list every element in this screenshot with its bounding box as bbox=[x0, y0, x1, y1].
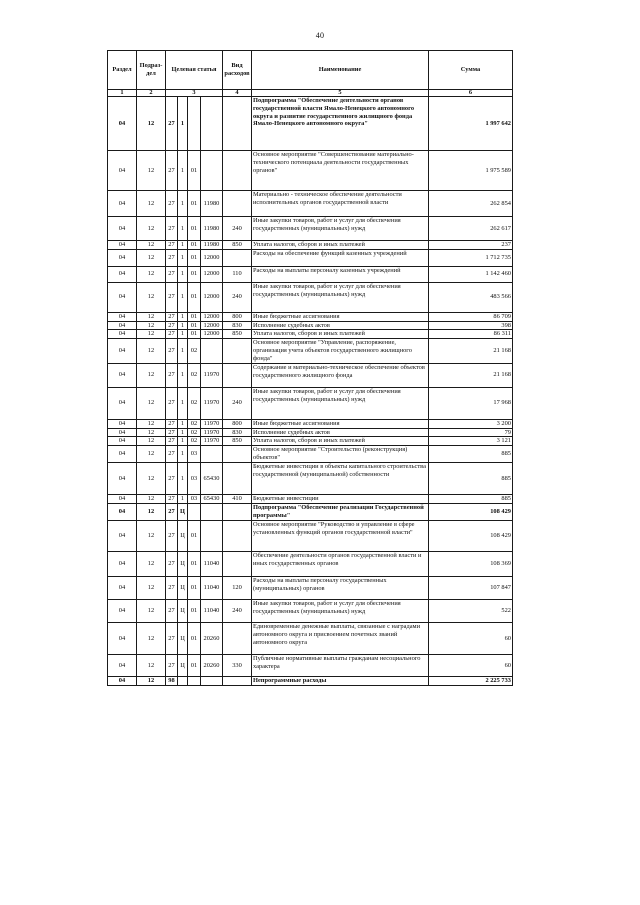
program-code-cell: 27 bbox=[166, 622, 178, 654]
razdel-cell: 04 bbox=[108, 676, 137, 685]
podrazdel-cell: 12 bbox=[137, 321, 166, 330]
podrazdel-cell: 12 bbox=[137, 151, 166, 191]
program-code-cell: 27 bbox=[166, 419, 178, 428]
podrazdel-cell: 12 bbox=[137, 282, 166, 312]
table-row bbox=[108, 312, 513, 321]
direction-code-cell: 11980 bbox=[201, 191, 223, 217]
direction-code-cell: 11970 bbox=[201, 437, 223, 446]
razdel-cell: 04 bbox=[108, 446, 137, 463]
direction-code-cell: 11970 bbox=[201, 387, 223, 419]
sum-cell: 885 bbox=[429, 463, 513, 495]
program-code-cell: 27 bbox=[166, 97, 178, 151]
table-row bbox=[108, 217, 513, 241]
sum-cell: 17 968 bbox=[429, 387, 513, 419]
subprogram-code-cell: Ц bbox=[178, 599, 188, 622]
sum-cell: 237 bbox=[429, 241, 513, 250]
activity-code-cell: 01 bbox=[188, 599, 201, 622]
sum-cell: 108 429 bbox=[429, 503, 513, 520]
table-row bbox=[108, 419, 513, 428]
podrazdel-cell: 12 bbox=[137, 520, 166, 551]
program-code-cell: 27 bbox=[166, 437, 178, 446]
razdel-cell: 04 bbox=[108, 249, 137, 266]
subprogram-code-cell: 1 bbox=[178, 428, 188, 437]
expense-type-cell: 850 bbox=[223, 241, 252, 250]
sum-cell: 108 429 bbox=[429, 520, 513, 551]
razdel-cell: 04 bbox=[108, 191, 137, 217]
expense-type-cell bbox=[223, 520, 252, 551]
name-cell: Расходы на выплаты персоналу государственных (муниципальных) органов bbox=[252, 576, 429, 599]
table-row bbox=[108, 363, 513, 387]
program-code-cell: 27 bbox=[166, 495, 178, 504]
activity-code-cell: 01 bbox=[188, 282, 201, 312]
name-cell: Основное мероприятие "Строительство (реконструкция) объектов" bbox=[252, 446, 429, 463]
direction-code-cell: 65430 bbox=[201, 463, 223, 495]
name-cell: Иные бюджетные ассигнования bbox=[252, 312, 429, 321]
program-code-cell: 27 bbox=[166, 387, 178, 419]
sum-cell: 1 142 460 bbox=[429, 266, 513, 282]
activity-code-cell: 02 bbox=[188, 387, 201, 419]
direction-code-cell bbox=[201, 503, 223, 520]
header-celevaya-statya: Целевая статья bbox=[166, 51, 223, 90]
activity-code-cell: 02 bbox=[188, 363, 201, 387]
direction-code-cell bbox=[201, 446, 223, 463]
razdel-cell: 04 bbox=[108, 151, 137, 191]
activity-code-cell: 01 bbox=[188, 241, 201, 250]
subprogram-code-cell: 1 bbox=[178, 241, 188, 250]
program-code-cell: 27 bbox=[166, 654, 178, 676]
razdel-cell: 04 bbox=[108, 463, 137, 495]
sum-cell: 21 168 bbox=[429, 363, 513, 387]
subprogram-code-cell: 1 bbox=[178, 266, 188, 282]
sum-cell: 885 bbox=[429, 495, 513, 504]
table-row bbox=[108, 463, 513, 495]
name-cell: Содержание и материально-техническое обеспечение объектов государственного жилищного фонда bbox=[252, 363, 429, 387]
subprogram-code-cell: 1 bbox=[178, 282, 188, 312]
program-code-cell: 27 bbox=[166, 249, 178, 266]
podrazdel-cell: 12 bbox=[137, 676, 166, 685]
table-row bbox=[108, 576, 513, 599]
expense-type-cell: 410 bbox=[223, 495, 252, 504]
subprogram-code-cell: Ц bbox=[178, 551, 188, 576]
subprogram-code-cell bbox=[178, 676, 188, 685]
subprogram-code-cell: 1 bbox=[178, 191, 188, 217]
razdel-cell: 04 bbox=[108, 495, 137, 504]
podrazdel-cell: 12 bbox=[137, 339, 166, 363]
razdel-cell: 04 bbox=[108, 330, 137, 339]
table-row bbox=[108, 241, 513, 250]
activity-code-cell: 03 bbox=[188, 446, 201, 463]
activity-code-cell: 02 bbox=[188, 419, 201, 428]
column-number: 4 bbox=[223, 90, 252, 97]
activity-code-cell: 01 bbox=[188, 622, 201, 654]
podrazdel-cell: 12 bbox=[137, 437, 166, 446]
table-row bbox=[108, 654, 513, 676]
activity-code-cell: 02 bbox=[188, 437, 201, 446]
razdel-cell: 04 bbox=[108, 266, 137, 282]
expense-type-cell bbox=[223, 551, 252, 576]
direction-code-cell: 11970 bbox=[201, 428, 223, 437]
direction-code-cell: 11040 bbox=[201, 576, 223, 599]
activity-code-cell: 03 bbox=[188, 463, 201, 495]
name-cell: Расходы на выплаты персоналу казенных учреждений bbox=[252, 266, 429, 282]
podrazdel-cell: 12 bbox=[137, 191, 166, 217]
header-podrazdel: Подраз-дел bbox=[137, 51, 166, 90]
expense-type-cell: 850 bbox=[223, 437, 252, 446]
column-number: 6 bbox=[429, 90, 513, 97]
direction-code-cell bbox=[201, 151, 223, 191]
direction-code-cell bbox=[201, 97, 223, 151]
program-code-cell: 27 bbox=[166, 463, 178, 495]
subprogram-code-cell: 1 bbox=[178, 321, 188, 330]
direction-code-cell bbox=[201, 520, 223, 551]
razdel-cell: 04 bbox=[108, 622, 137, 654]
podrazdel-cell: 12 bbox=[137, 387, 166, 419]
sum-cell: 1 712 735 bbox=[429, 249, 513, 266]
header-vid-rashodov: Вид расходов bbox=[223, 51, 252, 90]
direction-code-cell: 11970 bbox=[201, 419, 223, 428]
table-row bbox=[108, 446, 513, 463]
sum-cell: 86 311 bbox=[429, 330, 513, 339]
header-summa: Сумма bbox=[429, 51, 513, 90]
razdel-cell: 04 bbox=[108, 428, 137, 437]
direction-code-cell: 12000 bbox=[201, 249, 223, 266]
expense-type-cell bbox=[223, 363, 252, 387]
activity-code-cell: 02 bbox=[188, 428, 201, 437]
razdel-cell: 04 bbox=[108, 503, 137, 520]
table-row bbox=[108, 97, 513, 151]
name-cell: Уплата налогов, сборов и иных платежей bbox=[252, 330, 429, 339]
table-row bbox=[108, 191, 513, 217]
sum-cell: 1 997 642 bbox=[429, 97, 513, 151]
name-cell: Подпрограмма "Обеспечение деятельности органов государственной власти Ямало-Ненецкого автономного округа и развитие государственного жилищного фонда Ямало-Ненецкого автономного округа" bbox=[252, 97, 429, 151]
name-cell: Иные закупки товаров, работ и услуг для обеспечения государственных (муниципальных) нужд bbox=[252, 599, 429, 622]
podrazdel-cell: 12 bbox=[137, 241, 166, 250]
expense-type-cell: 850 bbox=[223, 330, 252, 339]
budget-table bbox=[107, 50, 513, 686]
podrazdel-cell: 12 bbox=[137, 266, 166, 282]
podrazdel-cell: 12 bbox=[137, 419, 166, 428]
direction-code-cell: 11980 bbox=[201, 241, 223, 250]
subprogram-code-cell: 1 bbox=[178, 151, 188, 191]
direction-code-cell: 11980 bbox=[201, 217, 223, 241]
column-number: 3 bbox=[166, 90, 223, 97]
table-row bbox=[108, 428, 513, 437]
column-number: 2 bbox=[137, 90, 166, 97]
direction-code-cell: 65430 bbox=[201, 495, 223, 504]
podrazdel-cell: 12 bbox=[137, 97, 166, 151]
expense-type-cell: 330 bbox=[223, 654, 252, 676]
direction-code-cell: 12000 bbox=[201, 312, 223, 321]
direction-code-cell: 11040 bbox=[201, 599, 223, 622]
activity-code-cell: 01 bbox=[188, 312, 201, 321]
expense-type-cell: 830 bbox=[223, 428, 252, 437]
activity-code-cell: 01 bbox=[188, 330, 201, 339]
name-cell: Иные бюджетные ассигнования bbox=[252, 419, 429, 428]
name-cell: Иные закупки товаров, работ и услуг для обеспечения государственных (муниципальных) нужд bbox=[252, 282, 429, 312]
name-cell: Бюджетные инвестиции в объекты капитального строительства государственной (муниципальной) собственности bbox=[252, 463, 429, 495]
subprogram-code-cell: 1 bbox=[178, 97, 188, 151]
activity-code-cell: 01 bbox=[188, 654, 201, 676]
razdel-cell: 04 bbox=[108, 363, 137, 387]
activity-code-cell bbox=[188, 676, 201, 685]
subprogram-code-cell: 1 bbox=[178, 363, 188, 387]
podrazdel-cell: 12 bbox=[137, 330, 166, 339]
subprogram-code-cell: 1 bbox=[178, 463, 188, 495]
name-cell: Подпрограмма "Обеспечение реализации Государственной программы" bbox=[252, 503, 429, 520]
expense-type-cell: 240 bbox=[223, 387, 252, 419]
header-naimenovanie: Наименование bbox=[252, 51, 429, 90]
razdel-cell: 04 bbox=[108, 520, 137, 551]
activity-code-cell: 01 bbox=[188, 321, 201, 330]
name-cell: Уплата налогов, сборов и иных платежей bbox=[252, 437, 429, 446]
razdel-cell: 04 bbox=[108, 339, 137, 363]
activity-code-cell: 01 bbox=[188, 249, 201, 266]
podrazdel-cell: 12 bbox=[137, 599, 166, 622]
sum-cell: 60 bbox=[429, 654, 513, 676]
table-row bbox=[108, 330, 513, 339]
table-row bbox=[108, 622, 513, 654]
header-razdel: Раздел bbox=[108, 51, 137, 90]
program-code-cell: 27 bbox=[166, 428, 178, 437]
direction-code-cell bbox=[201, 676, 223, 685]
column-number: 1 bbox=[108, 90, 137, 97]
program-code-cell: 27 bbox=[166, 339, 178, 363]
direction-code-cell: 12000 bbox=[201, 282, 223, 312]
direction-code-cell: 20260 bbox=[201, 654, 223, 676]
activity-code-cell: 02 bbox=[188, 339, 201, 363]
program-code-cell: 27 bbox=[166, 446, 178, 463]
sum-cell: 3 121 bbox=[429, 437, 513, 446]
razdel-cell: 04 bbox=[108, 599, 137, 622]
expense-type-cell: 240 bbox=[223, 217, 252, 241]
subprogram-code-cell: Ц bbox=[178, 622, 188, 654]
subprogram-code-cell: Ц bbox=[178, 520, 188, 551]
table-row bbox=[108, 266, 513, 282]
sum-cell: 60 bbox=[429, 622, 513, 654]
sum-cell: 483 566 bbox=[429, 282, 513, 312]
sum-cell: 21 168 bbox=[429, 339, 513, 363]
activity-code-cell: 01 bbox=[188, 217, 201, 241]
program-code-cell: 27 bbox=[166, 266, 178, 282]
direction-code-cell: 11970 bbox=[201, 363, 223, 387]
sum-cell: 2 225 733 bbox=[429, 676, 513, 685]
program-code-cell: 27 bbox=[166, 151, 178, 191]
razdel-cell: 04 bbox=[108, 654, 137, 676]
name-cell: Единовременные денежные выплаты, связанные с наградами автономного округа и присвоением почетных званий автономного округа bbox=[252, 622, 429, 654]
program-code-cell: 27 bbox=[166, 503, 178, 520]
sum-cell: 3 200 bbox=[429, 419, 513, 428]
program-code-cell: 27 bbox=[166, 551, 178, 576]
podrazdel-cell: 12 bbox=[137, 495, 166, 504]
sum-cell: 107 847 bbox=[429, 576, 513, 599]
table-row bbox=[108, 321, 513, 330]
razdel-cell: 04 bbox=[108, 387, 137, 419]
podrazdel-cell: 12 bbox=[137, 249, 166, 266]
name-cell: Расходы на обеспечение функций казенных учреждений bbox=[252, 249, 429, 266]
sum-cell: 108 369 bbox=[429, 551, 513, 576]
column-number: 5 bbox=[252, 90, 429, 97]
table-row bbox=[108, 387, 513, 419]
direction-code-cell: 11040 bbox=[201, 551, 223, 576]
expense-type-cell: 800 bbox=[223, 419, 252, 428]
table-row bbox=[108, 599, 513, 622]
podrazdel-cell: 12 bbox=[137, 217, 166, 241]
table-row bbox=[108, 676, 513, 685]
expense-type-cell: 240 bbox=[223, 282, 252, 312]
subprogram-code-cell: 1 bbox=[178, 446, 188, 463]
name-cell: Основное мероприятие "Руководство и управление в сфере установленных функций органов государственной власти" bbox=[252, 520, 429, 551]
activity-code-cell: 01 bbox=[188, 576, 201, 599]
sum-cell: 79 bbox=[429, 428, 513, 437]
activity-code-cell bbox=[188, 97, 201, 151]
expense-type-cell bbox=[223, 339, 252, 363]
podrazdel-cell: 12 bbox=[137, 654, 166, 676]
table-row bbox=[108, 282, 513, 312]
expense-type-cell: 110 bbox=[223, 266, 252, 282]
name-cell: Основное мероприятие "Совершенствование материально-технического потенциала деятельности государственных органов" bbox=[252, 151, 429, 191]
table-row bbox=[108, 520, 513, 551]
subprogram-code-cell: 1 bbox=[178, 249, 188, 266]
razdel-cell: 04 bbox=[108, 437, 137, 446]
podrazdel-cell: 12 bbox=[137, 622, 166, 654]
subprogram-code-cell: Ц bbox=[178, 654, 188, 676]
podrazdel-cell: 12 bbox=[137, 503, 166, 520]
name-cell: Исполнение судебных актов bbox=[252, 428, 429, 437]
program-code-cell: 27 bbox=[166, 330, 178, 339]
program-code-cell: 27 bbox=[166, 599, 178, 622]
subprogram-code-cell: 1 bbox=[178, 387, 188, 419]
expense-type-cell bbox=[223, 249, 252, 266]
podrazdel-cell: 12 bbox=[137, 312, 166, 321]
expense-type-cell bbox=[223, 446, 252, 463]
subprogram-code-cell: 1 bbox=[178, 217, 188, 241]
expense-type-cell bbox=[223, 191, 252, 217]
expense-type-cell: 120 bbox=[223, 576, 252, 599]
subprogram-code-cell: 1 bbox=[178, 312, 188, 321]
subprogram-code-cell: 1 bbox=[178, 330, 188, 339]
name-cell: Основное мероприятие "Управление, распоряжение, организация учета объектов государственного жилищного фонда" bbox=[252, 339, 429, 363]
razdel-cell: 04 bbox=[108, 321, 137, 330]
table-row bbox=[108, 151, 513, 191]
activity-code-cell: 01 bbox=[188, 266, 201, 282]
program-code-cell: 27 bbox=[166, 241, 178, 250]
name-cell: Бюджетные инвестиции bbox=[252, 495, 429, 504]
sum-cell: 1 975 589 bbox=[429, 151, 513, 191]
subprogram-code-cell: Ц bbox=[178, 576, 188, 599]
direction-code-cell: 12000 bbox=[201, 266, 223, 282]
sum-cell: 262 617 bbox=[429, 217, 513, 241]
direction-code-cell bbox=[201, 339, 223, 363]
name-cell: Обеспечение деятельности органов государственной власти и иных государственных органов bbox=[252, 551, 429, 576]
name-cell: Непрограммные расходы bbox=[252, 676, 429, 685]
podrazdel-cell: 12 bbox=[137, 463, 166, 495]
name-cell: Уплата налогов, сборов и иных платежей bbox=[252, 241, 429, 250]
razdel-cell: 04 bbox=[108, 312, 137, 321]
sum-cell: 86 709 bbox=[429, 312, 513, 321]
razdel-cell: 04 bbox=[108, 576, 137, 599]
program-code-cell: 98 bbox=[166, 676, 178, 685]
direction-code-cell: 20260 bbox=[201, 622, 223, 654]
podrazdel-cell: 12 bbox=[137, 363, 166, 387]
name-cell: Иные закупки товаров, работ и услуг для обеспечения государственных (муниципальных) нужд bbox=[252, 217, 429, 241]
podrazdel-cell: 12 bbox=[137, 551, 166, 576]
name-cell: Исполнение судебных актов bbox=[252, 321, 429, 330]
razdel-cell: 04 bbox=[108, 551, 137, 576]
expense-type-cell bbox=[223, 503, 252, 520]
program-code-cell: 27 bbox=[166, 282, 178, 312]
expense-type-cell: 240 bbox=[223, 599, 252, 622]
name-cell: Публичные нормативные выплаты гражданам несоциального характера bbox=[252, 654, 429, 676]
activity-code-cell: 01 bbox=[188, 151, 201, 191]
expense-type-cell bbox=[223, 622, 252, 654]
program-code-cell: 27 bbox=[166, 191, 178, 217]
razdel-cell: 04 bbox=[108, 241, 137, 250]
subprogram-code-cell: 1 bbox=[178, 437, 188, 446]
program-code-cell: 27 bbox=[166, 312, 178, 321]
expense-type-cell bbox=[223, 463, 252, 495]
subprogram-code-cell: 1 bbox=[178, 339, 188, 363]
direction-code-cell: 12000 bbox=[201, 330, 223, 339]
expense-type-cell: 800 bbox=[223, 312, 252, 321]
table-row bbox=[108, 249, 513, 266]
activity-code-cell bbox=[188, 503, 201, 520]
expense-type-cell: 830 bbox=[223, 321, 252, 330]
table-row bbox=[108, 551, 513, 576]
expense-type-cell bbox=[223, 97, 252, 151]
table-row bbox=[108, 437, 513, 446]
subprogram-code-cell: 1 bbox=[178, 495, 188, 504]
program-code-cell: 27 bbox=[166, 321, 178, 330]
program-code-cell: 27 bbox=[166, 576, 178, 599]
program-code-cell: 27 bbox=[166, 363, 178, 387]
table-row bbox=[108, 495, 513, 504]
podrazdel-cell: 12 bbox=[137, 428, 166, 437]
page-number: 40 bbox=[315, 31, 325, 40]
table-row bbox=[108, 339, 513, 363]
expense-type-cell bbox=[223, 676, 252, 685]
subprogram-code-cell: Ц bbox=[178, 503, 188, 520]
name-cell: Иные закупки товаров, работ и услуг для обеспечения государственных (муниципальных) нужд bbox=[252, 387, 429, 419]
razdel-cell: 04 bbox=[108, 419, 137, 428]
activity-code-cell: 03 bbox=[188, 495, 201, 504]
program-code-cell: 27 bbox=[166, 520, 178, 551]
razdel-cell: 04 bbox=[108, 97, 137, 151]
activity-code-cell: 01 bbox=[188, 520, 201, 551]
table-row bbox=[108, 503, 513, 520]
name-cell: Материально - техническое обеспечение деятельности исполнительных органов государственной власти bbox=[252, 191, 429, 217]
sum-cell: 885 bbox=[429, 446, 513, 463]
direction-code-cell: 12000 bbox=[201, 321, 223, 330]
program-code-cell: 27 bbox=[166, 217, 178, 241]
razdel-cell: 04 bbox=[108, 282, 137, 312]
podrazdel-cell: 12 bbox=[137, 446, 166, 463]
podrazdel-cell: 12 bbox=[137, 576, 166, 599]
sum-cell: 398 bbox=[429, 321, 513, 330]
activity-code-cell: 01 bbox=[188, 191, 201, 217]
sum-cell: 262 854 bbox=[429, 191, 513, 217]
sum-cell: 522 bbox=[429, 599, 513, 622]
subprogram-code-cell: 1 bbox=[178, 419, 188, 428]
expense-type-cell bbox=[223, 151, 252, 191]
razdel-cell: 04 bbox=[108, 217, 137, 241]
activity-code-cell: 01 bbox=[188, 551, 201, 576]
